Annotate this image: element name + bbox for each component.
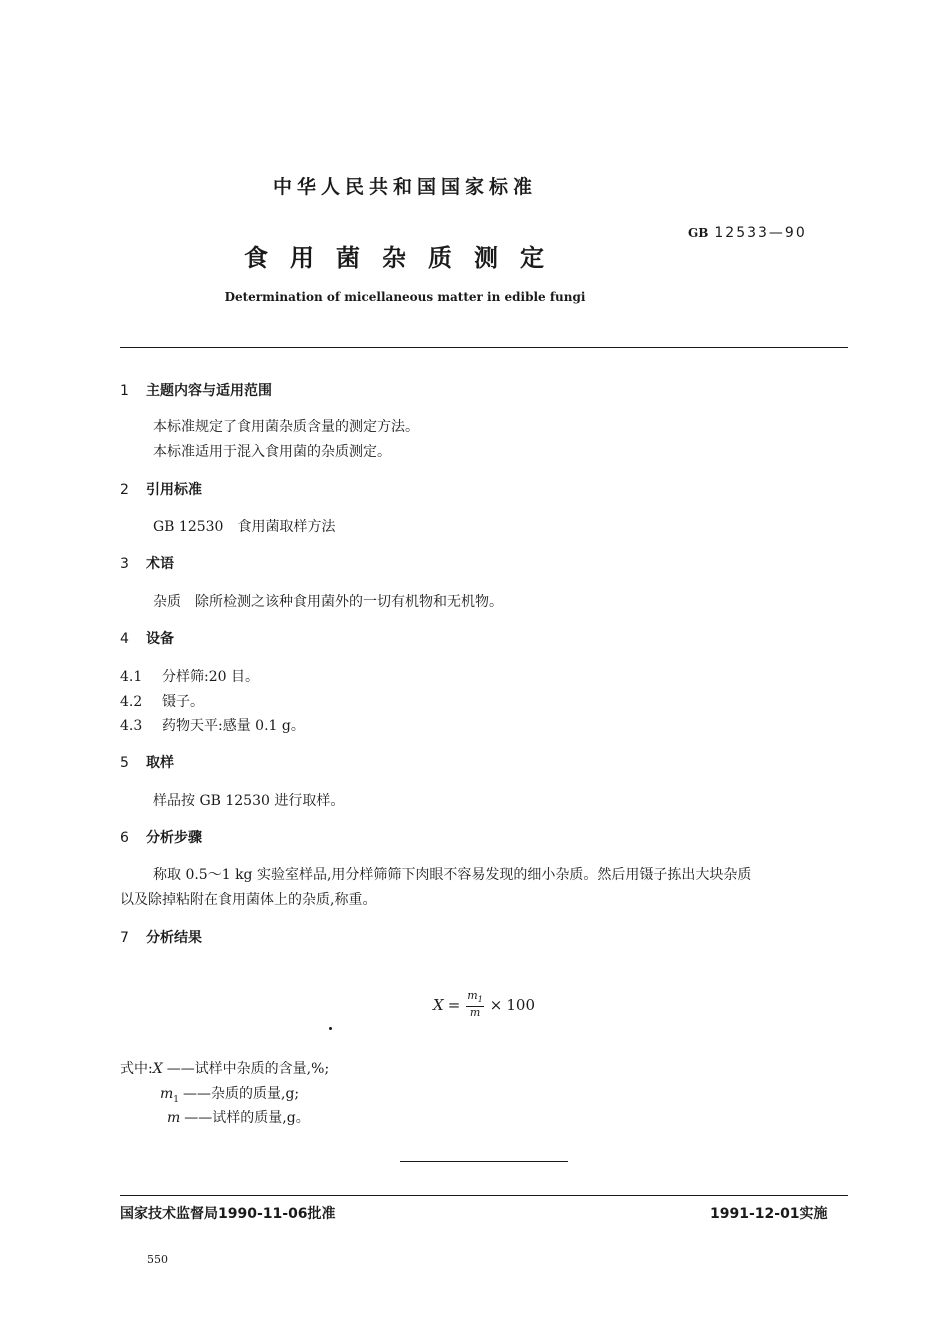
section-7-number: 7 xyxy=(120,930,129,946)
numerator-symbol: m xyxy=(467,989,478,1002)
where-label: 式中: xyxy=(120,1061,153,1077)
effective-date: 1991-12-01实施 xyxy=(710,1206,828,1222)
header-divider xyxy=(120,347,848,348)
section-4-heading xyxy=(120,628,174,648)
term-definition: 除所检测之该种食用菌外的一切有机物和无机物。 xyxy=(195,594,503,610)
section-5-heading xyxy=(120,752,174,772)
document-title: 食用菌杂质测定 xyxy=(244,244,566,272)
definition-text: 杂质的质量,g; xyxy=(211,1086,300,1102)
section-2-number: 2 xyxy=(120,482,129,498)
reference-title: 食用菌取样方法 xyxy=(237,519,336,535)
standard-code-number: 12533—90 xyxy=(714,225,807,241)
equipment-item xyxy=(120,666,259,686)
item-text: 分样筛:20 目。 xyxy=(162,669,259,685)
reference-code: GB 12530 xyxy=(153,519,224,535)
section-7-title: 分析结果 xyxy=(146,930,202,946)
definition-dash: —— xyxy=(184,1110,213,1126)
variable-definition xyxy=(167,1107,310,1127)
item-text: 药物天平:感量 0.1 g。 xyxy=(162,718,305,734)
section-3-title: 术语 xyxy=(146,556,174,572)
section-3-number: 3 xyxy=(120,556,129,572)
section-4-title: 设备 xyxy=(146,631,174,647)
definition-text: 试样的质量,g。 xyxy=(212,1110,310,1126)
equipment-item xyxy=(120,691,204,711)
section-1-title: 主题内容与适用范围 xyxy=(146,383,272,399)
result-formula xyxy=(433,990,535,1019)
item-text: 镊子。 xyxy=(162,694,204,710)
numerator-subscript: 1 xyxy=(477,995,483,1005)
section-7-heading xyxy=(120,927,202,947)
document-title-english: Determination of micellaneous matter in edible fungi xyxy=(224,290,586,304)
section-6-line-1: 称取 0.5～1 kg 实验室样品,用分样筛筛下肉眼不容易发现的细小杂质。然后用镊子拣出大块杂质 xyxy=(153,867,752,883)
standard-code-prefix: GB xyxy=(688,226,709,240)
item-number: 4.3 xyxy=(120,718,143,734)
definition-subscript: 1 xyxy=(173,1094,180,1105)
fraction-numerator xyxy=(466,990,484,1007)
section-6-number: 6 xyxy=(120,830,129,846)
item-number: 4.1 xyxy=(120,669,143,685)
definition-text: 试样中杂质的含量,%; xyxy=(194,1061,330,1077)
variable-definition xyxy=(120,1058,329,1078)
section-1-heading xyxy=(120,380,272,400)
term-name: 杂质 xyxy=(153,594,181,610)
approval-date: 国家技术监督局1990-11-06批准 xyxy=(120,1206,336,1222)
end-rule xyxy=(400,1161,568,1162)
section-6-title: 分析步骤 xyxy=(146,830,202,846)
formula-equals: = xyxy=(447,995,461,1014)
section-3-definition xyxy=(153,591,503,611)
section-4-number: 4 xyxy=(120,631,129,647)
section-2-heading xyxy=(120,479,202,499)
formula-factor: 100 xyxy=(506,995,536,1014)
definition-symbol: m xyxy=(160,1086,174,1102)
section-1-para-2: 本标准适用于混入食用菌的杂质测定。 xyxy=(153,444,391,460)
equipment-item xyxy=(120,715,305,735)
formula-times: × xyxy=(489,995,503,1014)
definition-dash: —— xyxy=(166,1061,195,1077)
section-1-number: 1 xyxy=(120,383,129,399)
item-number: 4.2 xyxy=(120,694,143,710)
section-6-line-2: 以及除掉粘附在食用菌体上的杂质,称重。 xyxy=(120,892,377,908)
section-3-heading xyxy=(120,553,174,573)
section-5-title: 取样 xyxy=(146,755,174,771)
section-5-para: 样品按 GB 12530 进行取样。 xyxy=(153,793,345,809)
definition-symbol: X xyxy=(152,1061,163,1077)
fraction-denominator: m xyxy=(469,1006,481,1020)
variable-definition xyxy=(160,1083,299,1105)
section-6-heading xyxy=(120,827,202,847)
page-number: 550 xyxy=(147,1253,168,1266)
definition-symbol: m xyxy=(167,1110,181,1126)
standard-type-heading: 中华人民共和国国家标准 xyxy=(272,176,537,198)
section-2-reference xyxy=(153,516,335,536)
stray-dot xyxy=(329,1027,332,1030)
section-2-title: 引用标准 xyxy=(146,482,202,498)
section-5-number: 5 xyxy=(120,755,129,771)
formula-lhs: X xyxy=(433,995,444,1014)
formula-fraction xyxy=(466,990,484,1019)
section-1-para-1: 本标准规定了食用菌杂质含量的测定方法。 xyxy=(153,419,419,435)
footer-divider xyxy=(120,1195,848,1196)
definition-dash: —— xyxy=(183,1086,212,1102)
